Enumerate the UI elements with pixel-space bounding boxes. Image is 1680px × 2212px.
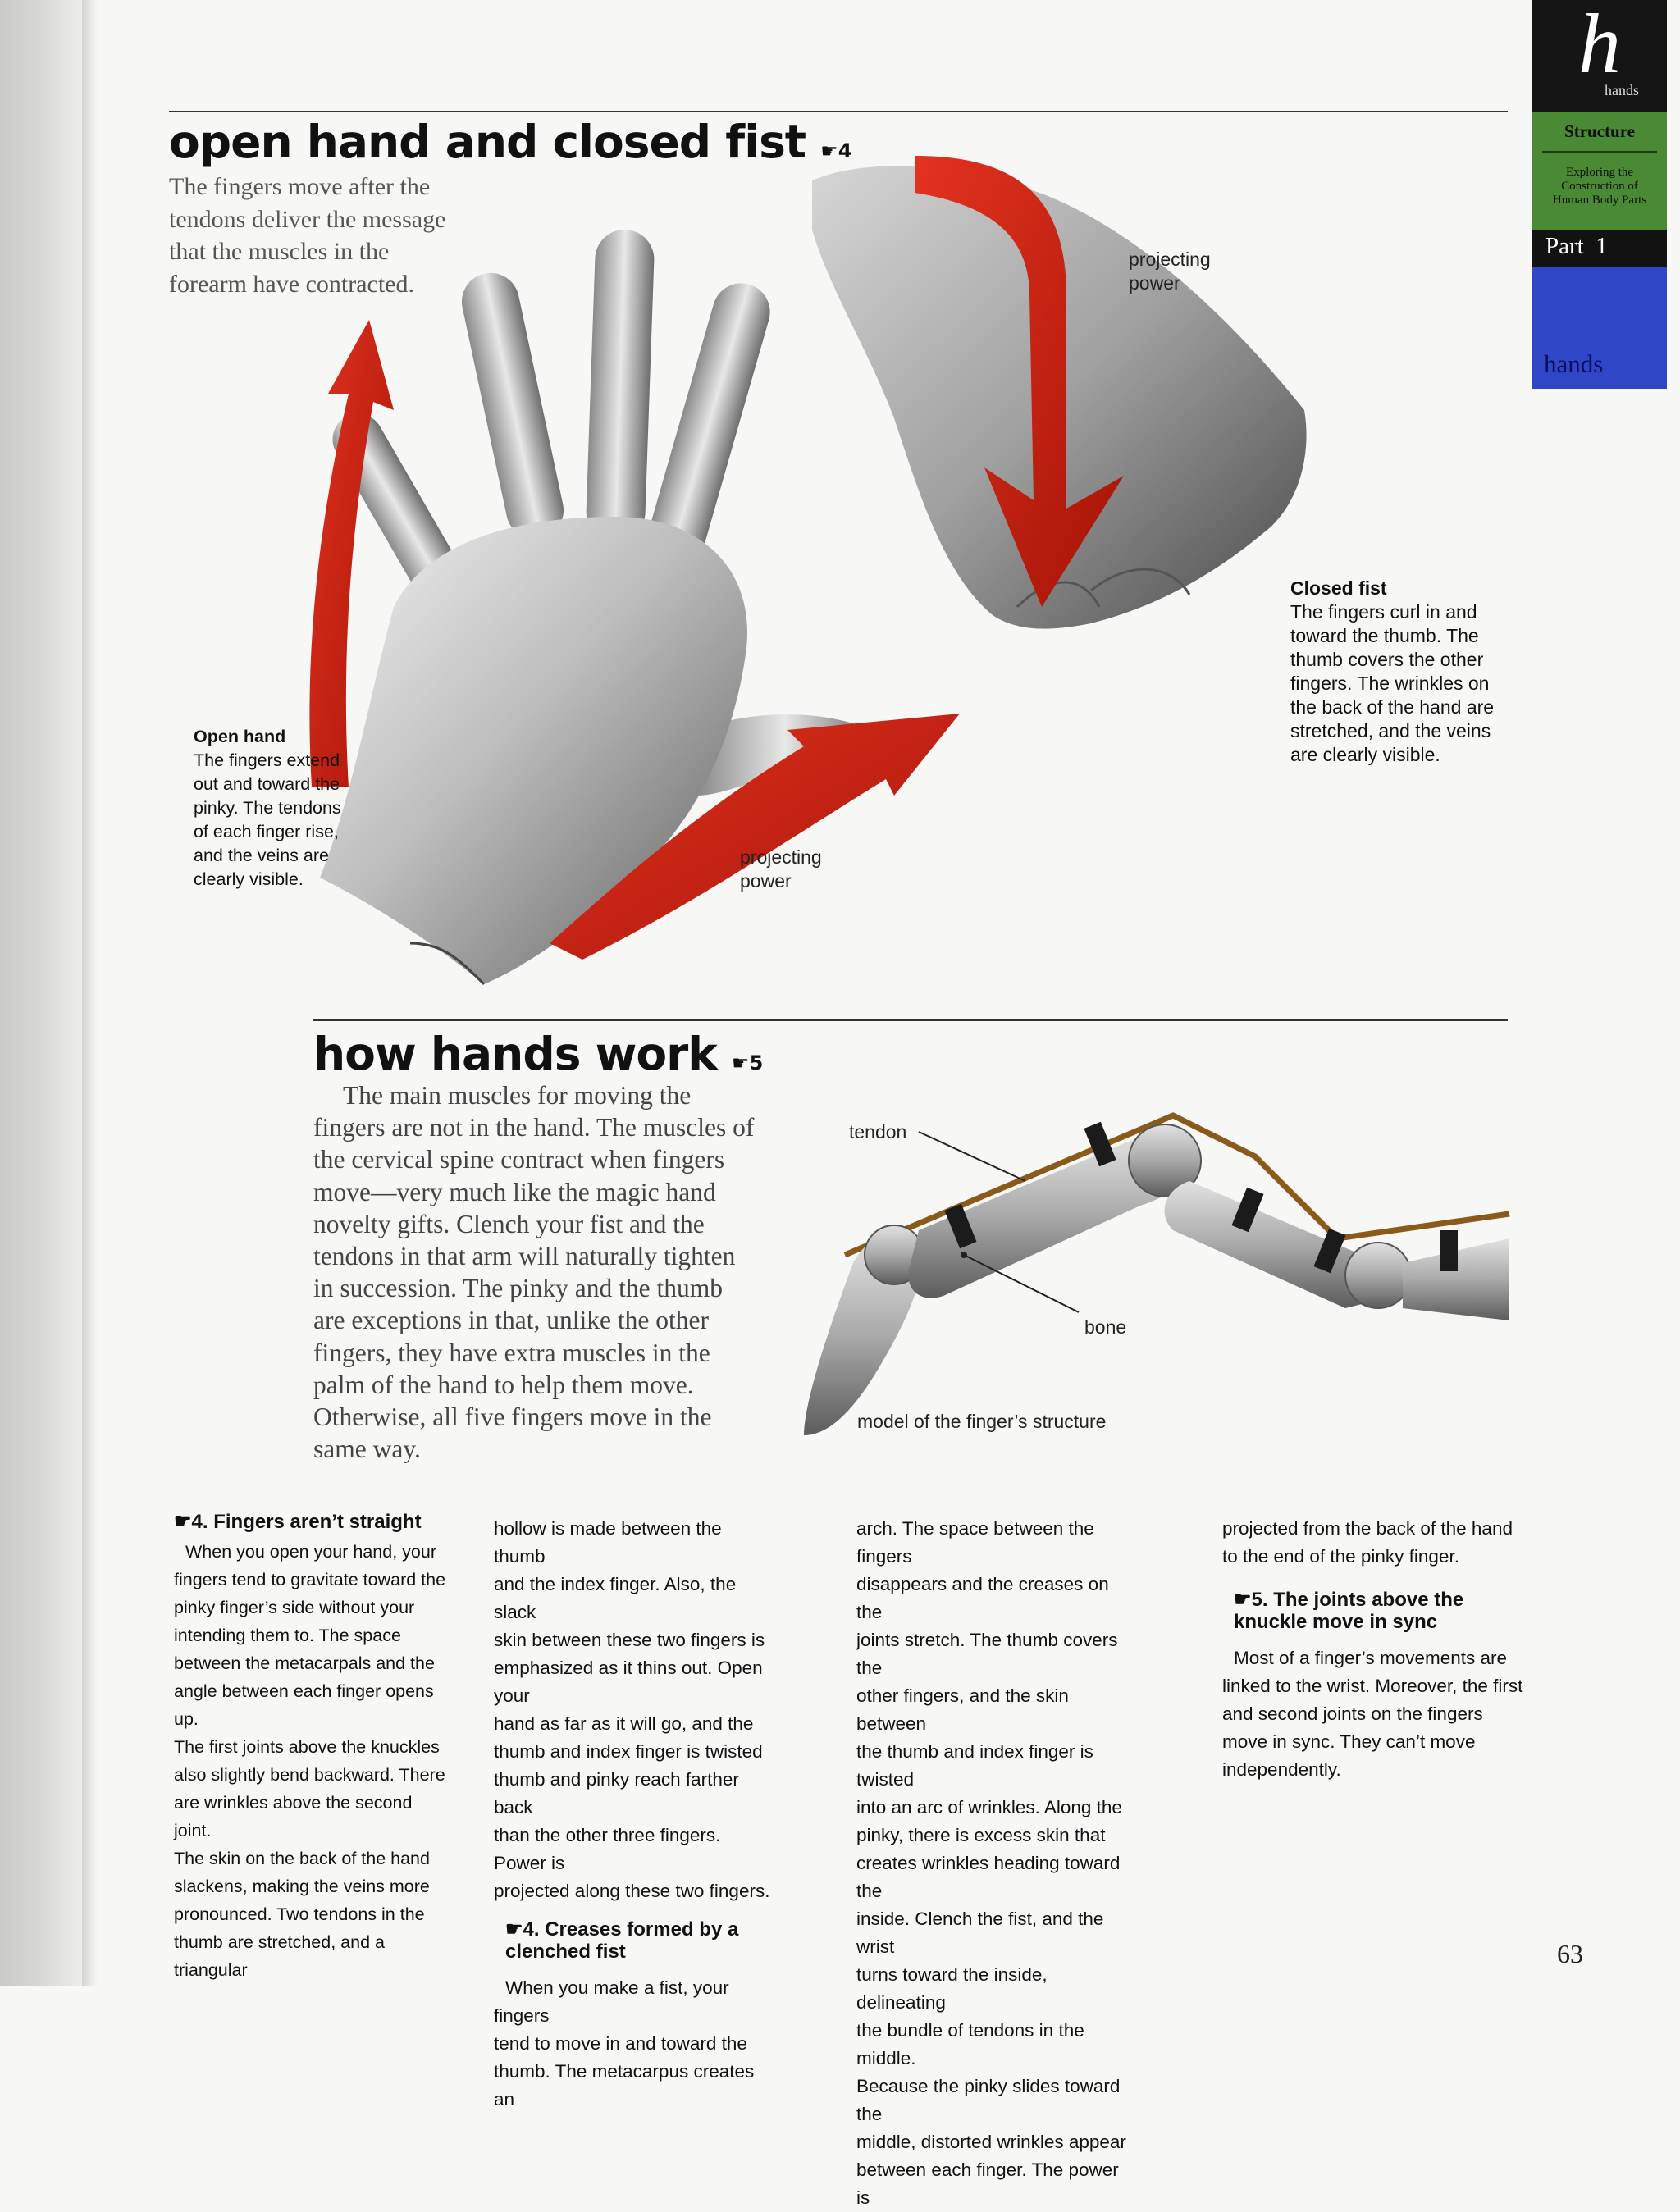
- body-line: thumb are stretched, and a triangular: [174, 1932, 385, 1980]
- section-title-text: how hands work: [313, 1028, 717, 1080]
- body-line: the thumb and index finger is twisted: [856, 1741, 1093, 1790]
- caption-line: stretched, and the veins: [1290, 720, 1491, 741]
- body-line: between each finger. The power is: [856, 2160, 1119, 2208]
- caption-line: and the veins are: [194, 846, 329, 865]
- body-line: pinky, there is excess skin that: [856, 1825, 1106, 1845]
- intro-line: The fingers move after the: [169, 173, 431, 200]
- label-line: projecting: [1129, 249, 1211, 270]
- intro-line: tendons in that arm will naturally tighten: [313, 1242, 736, 1271]
- body-line: projected along these two fingers.: [494, 1881, 770, 1901]
- cross-reference: ☛4: [820, 139, 852, 162]
- page-number: 63: [1557, 1939, 1583, 1968]
- intro-line: fingers, they have extra muscles in the: [313, 1338, 710, 1367]
- intro-line: novelty gifts. Clench your fist and the: [313, 1209, 705, 1238]
- body-line: Because the pinky slides toward the: [856, 2076, 1121, 2124]
- caption-line: The fingers curl in and: [1290, 601, 1477, 623]
- body-line: and the index finger. Also, the slack: [494, 1574, 737, 1622]
- body-line: joints stretch. The thumb covers the: [856, 1630, 1118, 1678]
- bone-label: bone: [1084, 1316, 1127, 1338]
- caption-heading: Closed fist: [1290, 577, 1387, 599]
- tendon-label: tendon: [849, 1121, 907, 1142]
- tab-section-rule: [1542, 151, 1657, 153]
- body-line: pinky finger’s side without your: [174, 1598, 415, 1617]
- body-line: into an arc of wrinkles. Along the: [856, 1797, 1122, 1817]
- body-line: arch. The space between the fingers: [856, 1518, 1094, 1567]
- body-line: also slightly bend backward. There: [174, 1765, 445, 1785]
- body-line: than the other three fingers. Power is: [494, 1825, 721, 1873]
- hand-arrow-label: [740, 846, 822, 893]
- subsection-heading: ☛5. The joints above the: [1234, 1589, 1464, 1611]
- closed-fist-caption: [1290, 577, 1528, 767]
- label-line: projecting: [740, 846, 822, 868]
- caption-heading: Open hand: [194, 727, 286, 746]
- body-line: Most of a finger’s movements are: [1234, 1648, 1508, 1668]
- body-line: hand as far as it will go, and the: [494, 1713, 754, 1734]
- text-column-1: [174, 1511, 453, 1984]
- section-rule: [313, 1019, 1508, 1021]
- cross-reference: ☛5: [732, 1051, 764, 1074]
- tab-subtitle-line: Construction of: [1561, 180, 1638, 193]
- body-line: hollow is made between the thumb: [494, 1518, 722, 1567]
- body-line: the bundle of tendons in the middle.: [856, 2020, 1084, 2068]
- tab-subtitle-line: Exploring the: [1565, 166, 1634, 179]
- body-line: and second joints on the fingers: [1222, 1703, 1483, 1724]
- tab-section: Structure: [1564, 121, 1635, 141]
- tab-name: hands: [1544, 349, 1604, 378]
- caption-line: The fingers extend: [194, 750, 340, 770]
- caption-line: clearly visible.: [194, 869, 304, 889]
- intro-line: Otherwise, all five fingers move in the: [313, 1402, 712, 1432]
- intro-line: in succession. The pinky and the thumb: [313, 1274, 723, 1303]
- body-line: fingers tend to gravitate toward the: [174, 1570, 446, 1589]
- caption-line: out and toward the: [194, 774, 340, 794]
- body-line: inside. Clench the fist, and the wrist: [856, 1909, 1104, 1957]
- subsection-heading: knuckle move in sync: [1234, 1611, 1438, 1633]
- open-hand-caption: [194, 725, 358, 892]
- body-line: linked to the wrist. Moreover, the first: [1222, 1676, 1523, 1696]
- body-line: pronounced. Two tendons in the: [174, 1904, 425, 1924]
- tab-subtitle-line: Human Body Parts: [1552, 194, 1647, 207]
- spine-edge: [82, 0, 95, 1986]
- section-intro: [313, 1079, 789, 1465]
- closed-fist-illustration: [804, 148, 1329, 673]
- body-line: middle, distorted wrinkles appear: [856, 2132, 1126, 2152]
- intro-line: palm of the hand to help them move.: [313, 1370, 694, 1399]
- text-column-4: [1222, 1515, 1542, 1784]
- intro-line: The main muscles for moving the: [343, 1081, 692, 1110]
- body-line: turns toward the inside, delineating: [856, 1964, 1048, 2013]
- body-line: disappears and the creases on the: [856, 1574, 1109, 1622]
- caption-line: the back of the hand are: [1290, 696, 1495, 718]
- body-line: projected from the back of the hand: [1222, 1518, 1513, 1539]
- body-line: to the end of the pinky finger.: [1222, 1546, 1459, 1567]
- body-line: skin between these two fingers is: [494, 1630, 765, 1650]
- body-line: thumb and pinky reach farther back: [494, 1769, 739, 1817]
- intro-line: are exceptions in that, unlike the other: [313, 1306, 709, 1335]
- caption-line: toward the thumb. The: [1290, 625, 1479, 646]
- intro-line: move—very much like the magic hand: [313, 1177, 716, 1206]
- tab-letter-caption: hands: [1605, 82, 1639, 98]
- caption-line: fingers. The wrinkles on: [1290, 673, 1490, 694]
- body-line: creates wrinkles heading toward the: [856, 1853, 1121, 1901]
- body-line: When you open your hand, your: [185, 1542, 436, 1562]
- body-line: thumb and index finger is twisted: [494, 1741, 763, 1762]
- caption-line: pinky. The tendons: [194, 798, 341, 818]
- body-line: other fingers, and the skin between: [856, 1685, 1069, 1734]
- text-column-2: [494, 1515, 773, 2114]
- text-column-3: [856, 1515, 1135, 2212]
- intro-line: forearm have contracted.: [169, 270, 414, 298]
- subsection-heading: ☛4. Creases formed by a: [505, 1918, 739, 1941]
- intro-line: same way.: [313, 1434, 421, 1464]
- body-line: The skin on the back of the hand: [174, 1849, 430, 1868]
- body-line: angle between each finger opens up.: [174, 1681, 434, 1729]
- subsection-heading: ☛4. Fingers aren’t straight: [174, 1511, 422, 1533]
- label-line: power: [1129, 272, 1180, 294]
- body-line: independently.: [1222, 1759, 1341, 1780]
- label-line: power: [740, 870, 792, 892]
- caption-line: thumb covers the other: [1290, 649, 1484, 670]
- subsection-heading: clenched fist: [505, 1941, 626, 1963]
- body-line: thumb. The metacarpus creates an: [494, 2061, 755, 2109]
- body-line: slackens, making the veins more: [174, 1877, 430, 1896]
- body-line: between the metacarpals and the: [174, 1653, 435, 1673]
- fist-arrow-label: [1129, 248, 1211, 295]
- intro-line: that the muscles in the: [169, 238, 390, 265]
- intro-line: fingers are not in the hand. The muscles of: [313, 1113, 755, 1142]
- body-line: tend to move in and toward the: [494, 2033, 747, 2054]
- tab-subtitle: [1532, 166, 1667, 208]
- caption-line: of each finger rise,: [194, 822, 339, 841]
- body-line: intending them to. The space: [174, 1626, 401, 1645]
- tab-part: Part 1: [1545, 233, 1608, 259]
- body-line: The first joints above the knuckles: [174, 1737, 440, 1757]
- finger-model-caption: model of the finger’s structure: [857, 1411, 1107, 1432]
- intro-line: the cervical spine contract when fingers: [313, 1145, 725, 1174]
- section-rule: [169, 111, 1508, 112]
- tab-letter: h: [1578, 0, 1621, 91]
- body-line: move in sync. They can’t move: [1222, 1731, 1476, 1752]
- body-line: When you make a fist, your fingers: [494, 1977, 729, 2026]
- intro-line: tendons deliver the message: [169, 205, 446, 233]
- section-title-text: open hand and closed fist: [169, 116, 806, 168]
- body-line: emphasized as it thins out. Open your: [494, 1658, 763, 1706]
- body-line: are wrinkles above the second joint.: [174, 1793, 413, 1840]
- section-title: [169, 113, 851, 180]
- caption-line: are clearly visible.: [1290, 744, 1440, 765]
